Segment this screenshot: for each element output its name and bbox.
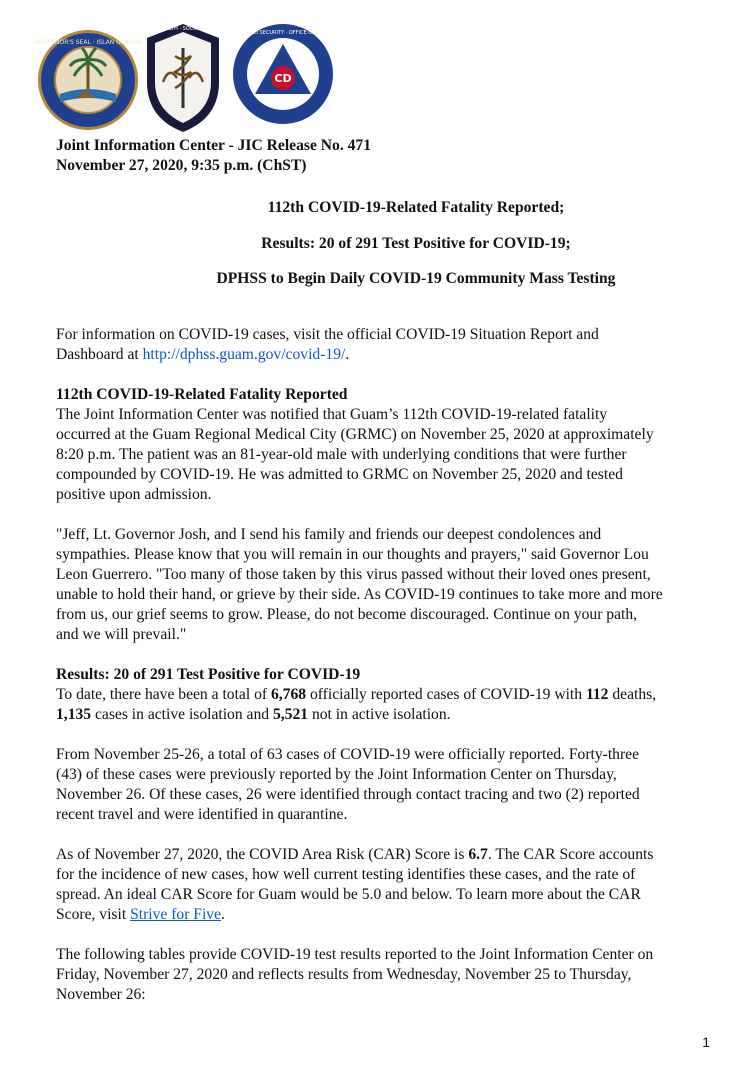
governor-quote [56, 525, 716, 645]
title-line-2: Results: 20 of 291 Test Positive for COVID-19; [261, 234, 571, 252]
quote-line: Leon Guerrero. "Too many of those taken by this virus passed without their loved ones present, [56, 565, 651, 583]
car-score-paragraph [56, 845, 716, 925]
tables-line: November 26: [56, 985, 146, 1003]
ghs-ocd-logo [212, 22, 354, 126]
intro-line-1: For information on COVID-19 cases, visit the official COVID-19 Situation Report and [56, 325, 599, 343]
dashboard-link[interactable]: http://dphss.guam.gov/covid-19/ [142, 345, 346, 363]
intro-line-2: Dashboard at http://dphss.guam.gov/covid-19/. [56, 345, 350, 363]
total-cases: 6,768 [270, 685, 307, 703]
fatality-section [56, 385, 716, 505]
results-line-1: To date, there have been a total of 6,768 officially reported cases of COVID-19 with 112 deaths, [56, 685, 657, 703]
nov-line: November 26. Of these cases, 26 were identified through contact tracing and two (2) reported [56, 785, 640, 803]
fatality-line: compounded by COVID-19. He was admitted to GRMC on November 25, 2020 and tested [56, 465, 623, 483]
tables-line: The following tables provide COVID-19 test results reported to the Joint Information Center on [56, 945, 654, 963]
november-cases-paragraph [56, 745, 716, 825]
page-number: 1 [702, 1034, 710, 1050]
release-header [56, 136, 716, 176]
quote-line: sympathies. Please know that you will remain in our thoughts and prayers," said Governor Lou [56, 545, 649, 563]
results-line-2: 1,135 cases in active isolation and 5,521 not in active isolation. [56, 705, 451, 723]
tables-line: Friday, November 27, 2020 and reflects results from Wednesday, November 25 to Thursday, [56, 965, 632, 983]
title-line-1: 112th COVID-19-Related Fatality Reported; [267, 199, 565, 216]
quote-line: "Jeff, Lt. Governor Josh, and I send his family and friends our deepest condolences and [56, 525, 602, 543]
car-line-4: Score, visit Strive for Five. [56, 905, 225, 923]
release-number: Joint Information Center - JIC Release No. 471 [56, 137, 372, 154]
fatality-line: 8:20 p.m. The patient was an 81-year-old male with underlying conditions that were further [56, 445, 627, 463]
deaths-count: 112 [585, 685, 609, 703]
governor-seal-logo [33, 28, 143, 132]
fatality-line: The Joint Information Center was notified that Guam’s 112th COVID-19-related fatality [56, 405, 608, 423]
not-active-count: 5,521 [272, 705, 309, 723]
fatality-line: occurred at the Guam Regional Medical City (GRMC) on November 25, 2020 at approximately [56, 425, 654, 443]
quote-line: from us, our grief seems to grow. Please, do not become discouraged. Continue on your path, [56, 605, 638, 623]
car-line-3: spread. An ideal CAR Score for Guam would be 5.0 and below. To learn more about the CAR [56, 885, 641, 903]
release-body [56, 136, 716, 1005]
cd-letters: CD [274, 72, 292, 85]
car-line-2: for the incidence of new cases, how well current testing identifies these cases, and the rate of [56, 865, 636, 883]
tables-intro-paragraph [56, 945, 716, 1005]
ghs-text: GUAM HOMELAND SECURITY · OFFICE OF CIVIL DEFENSE [212, 30, 354, 36]
dphss-logo [139, 22, 227, 134]
results-section [56, 665, 716, 725]
nov-line: recent travel and were identified in quarantine. [56, 805, 348, 823]
intro-paragraph [56, 325, 716, 365]
nov-line: From November 25-26, a total of 63 cases of COVID-19 were officially reported. Forty-three [56, 745, 640, 763]
car-line-1: As of November 27, 2020, the COVID Area Risk (CAR) Score is 6.7. The CAR Score accounts [56, 845, 654, 863]
results-heading: Results: 20 of 291 Test Positive for COVID-19 [56, 665, 361, 683]
strive-for-five-link[interactable]: Strive for Five [130, 905, 222, 923]
active-isolation-count: 1,135 [56, 705, 92, 723]
seal-text: GOVERNOR'S SEAL · ISLAN GUAHAN [33, 39, 143, 46]
title-line-3: DPHSS to Begin Daily COVID-19 Community Mass Testing [216, 270, 616, 288]
dphss-text: PUBLIC HEALTH · SOCIAL SERVICES [139, 26, 227, 32]
car-score-value: 6.7 [468, 845, 488, 863]
release-date: November 27, 2020, 9:35 p.m. (ChST) [56, 157, 307, 174]
quote-line: and we will prevail." [56, 625, 187, 643]
fatality-heading: 112th COVID-19-Related Fatality Reported [56, 385, 348, 403]
release-title [56, 198, 716, 289]
quote-line: unable to hold their hand, or grieve by their side. As COVID-19 continues to take more and more [56, 585, 663, 603]
fatality-line: positive upon admission. [56, 485, 212, 503]
nov-line: (43) of these cases were previously reported by the Joint Information Center on Thursday, [56, 765, 617, 783]
